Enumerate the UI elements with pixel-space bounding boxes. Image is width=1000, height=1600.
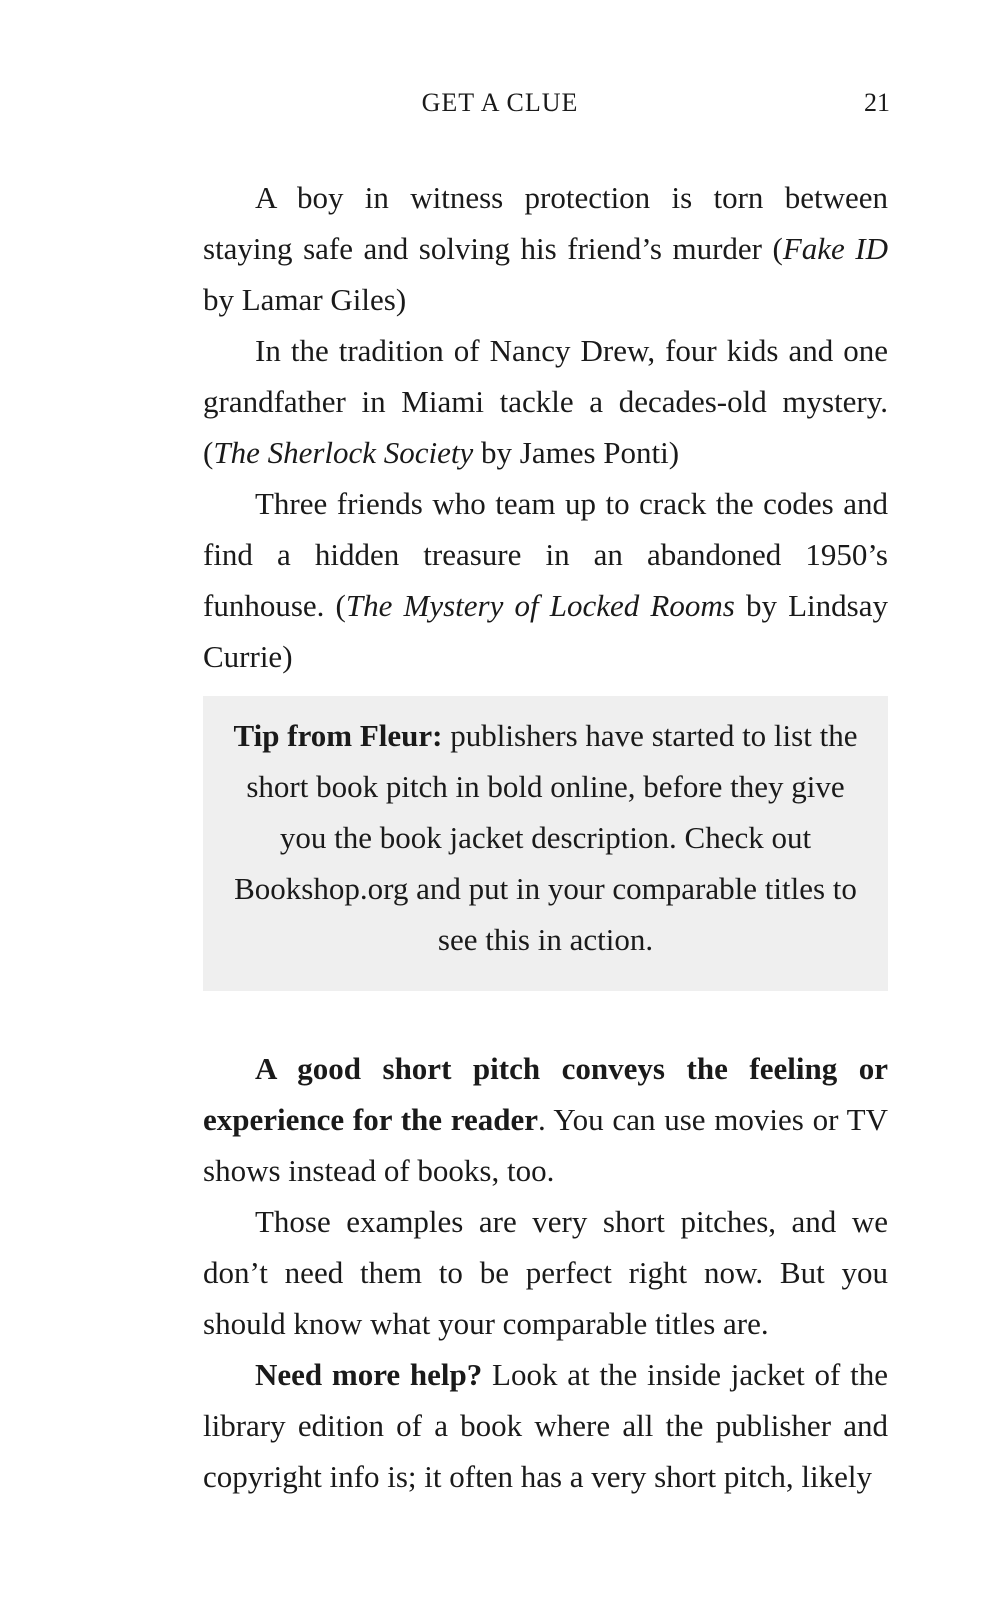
paragraph-text: by James Ponti)	[473, 435, 680, 470]
tip-text: publishers have started to list the short book pitch in bold online, before they give you the book jacket description. Check out Bookshop.org and put in your comparable titles to see this in action.	[234, 718, 858, 957]
paragraph-text: Look at the inside jacket of the library edition of a book where all the publisher and copyright info is; it often has a very short pitch, likely	[203, 1357, 888, 1494]
tip-box	[203, 696, 888, 991]
paragraph-good-pitch	[203, 1043, 888, 1196]
paragraph-sherlock-society	[203, 325, 888, 478]
paragraph-fake-id	[203, 172, 888, 325]
paragraph-text: Three friends who team up to crack the codes and find a hidden treasure in an abandoned 1950’s funhouse. (	[203, 486, 888, 623]
page-number: 21	[864, 88, 890, 117]
book-title: The Mystery of Locked Rooms	[345, 588, 735, 623]
section-spacer	[203, 991, 888, 1043]
page-body	[203, 172, 888, 1502]
paragraph-text: by Lindsay Currie)	[203, 588, 888, 674]
emphasis-text: Need more help?	[255, 1357, 483, 1392]
book-title: Fake ID	[782, 231, 889, 266]
paragraph-text: A boy in witness protection is torn between staying safe and solving his friend’s murder (	[203, 180, 888, 266]
emphasis-text: A good short pitch conveys the feeling or experience for the reader	[203, 1051, 888, 1137]
running-head: GET A CLUE	[421, 88, 579, 117]
book-title: The Sherlock Society	[213, 435, 474, 470]
paragraph-text: Those examples are very short pitches, and we don’t need them to be perfect right now. But you should know what your comparable titles are.	[203, 1204, 888, 1341]
paragraph-more-help	[203, 1349, 888, 1502]
paragraph-text: by Lamar Giles)	[203, 282, 407, 317]
paragraph-locked-rooms	[203, 478, 888, 682]
paragraph-text: . You can use movies or TV shows instead of books, too.	[203, 1102, 888, 1188]
tip-label: Tip from Fleur:	[233, 718, 443, 753]
paragraph-examples	[203, 1196, 888, 1349]
page-header	[0, 88, 1000, 122]
paragraph-text: In the tradition of Nancy Drew, four kids and one grandfather in Miami tackle a decades-old mystery. (	[203, 333, 888, 470]
